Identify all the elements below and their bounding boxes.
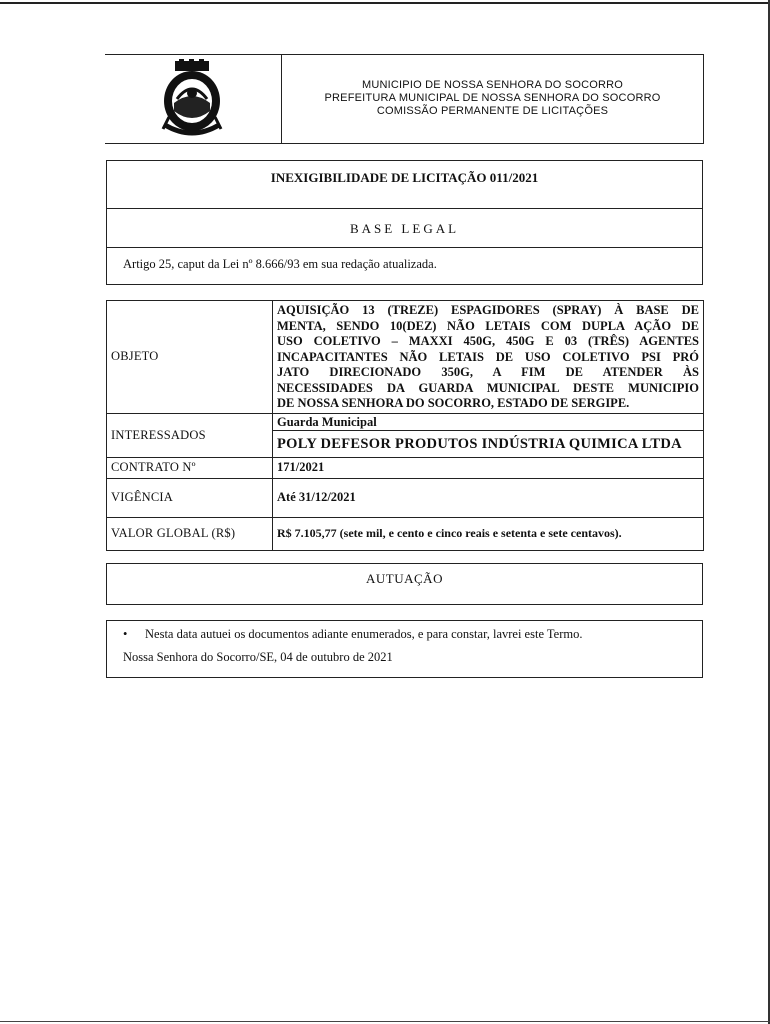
base-legal-text: Artigo 25, caput da Lei nº 8.666/93 em sua redação atualizada. (123, 257, 437, 271)
interessado-empresa: POLY DEFESOR PRODUTOS INDÚSTRIA QUIMICA LTDA (277, 435, 682, 452)
objeto-line: USO COLETIVO – MAXXI 450G, 450G E 03 (TRÊS) AGENTES (277, 334, 699, 348)
objeto-line: AQUISIÇÃO 13 (TREZE) ESPAGIDORES (SPRAY) À BASE DE (277, 303, 699, 317)
contrato-value: 171/2021 (273, 457, 704, 478)
municipality-name: MUNICIPIO DE NOSSA SENHORA DO SOCORRO (361, 79, 624, 91)
table-row (107, 413, 704, 457)
autuacao-term-box (106, 620, 703, 678)
vigencia-label: VIGÊNCIA (107, 478, 273, 517)
interessado-guarda: Guarda Municipal (273, 414, 703, 431)
autuacao-statement (123, 627, 582, 642)
objeto-line: INCAPACITANTES NÃO LETAIS DE USO COLETIVO PSI PRÓ (277, 349, 699, 364)
objeto-line: NECESSIDADES DA GUARDA MUNICIPAL DESTE MUNICIPIO (277, 380, 699, 395)
autuacao-heading: AUTUAÇÃO (106, 563, 703, 605)
place-and-date: Nossa Senhora do Socorro/SE, 04 de outubro de 2021 (123, 650, 393, 664)
municipal-coat-of-arms-icon (159, 59, 225, 139)
objeto-value (273, 301, 704, 414)
autuacao-text: Nesta data autuei os documentos adiante enumerados, e para constar, lavrei este Termo. (145, 627, 583, 641)
contrato-label: CONTRATO Nº (107, 457, 273, 478)
vigencia-value: Até 31/12/2021 (273, 478, 704, 517)
objeto-line: DE NOSSA SENHORA DO SOCORRO, ESTADO DE SERGIPE. (277, 396, 630, 410)
scan-top-border (0, 2, 770, 4)
document-header (105, 54, 704, 144)
bullet-icon: • (123, 627, 128, 641)
document-title: INEXIGIBILIDADE DE LICITAÇÃO 011/2021 (107, 161, 702, 209)
title-box (106, 160, 703, 285)
table-row (107, 301, 704, 414)
commission-name: COMISSÃO PERMANENTE DE LICITAÇÕES (376, 105, 609, 117)
objeto-label: OBJETO (107, 301, 273, 414)
interessados-value (273, 413, 704, 457)
objeto-line: MENTA, SENDO 10(DEZ) NÃO LETAIS COM DUPLA AÇÃO DE (277, 318, 699, 333)
prefeitura-name: PREFEITURA MUNICIPAL DE NOSSA SENHORA DO SOCORRO (324, 92, 661, 104)
header-text (282, 79, 703, 118)
objeto-line: JATO DIRECIONADO 350G, A FIM DE ATENDER ÀS (277, 365, 699, 379)
contract-info-table (106, 300, 704, 551)
table-row (107, 457, 704, 478)
table-row (107, 517, 704, 550)
logo-cell (105, 55, 282, 143)
valor-value: R$ 7.105,77 (sete mil, e cento e cinco reais e setenta e sete centavos). (273, 517, 704, 550)
table-row (107, 478, 704, 517)
valor-label: VALOR GLOBAL (R$) (107, 517, 273, 550)
scan-bottom-border (0, 1021, 770, 1022)
base-legal-heading: BASE LEGAL (107, 209, 702, 248)
interessados-label: INTERESSADOS (107, 413, 273, 457)
